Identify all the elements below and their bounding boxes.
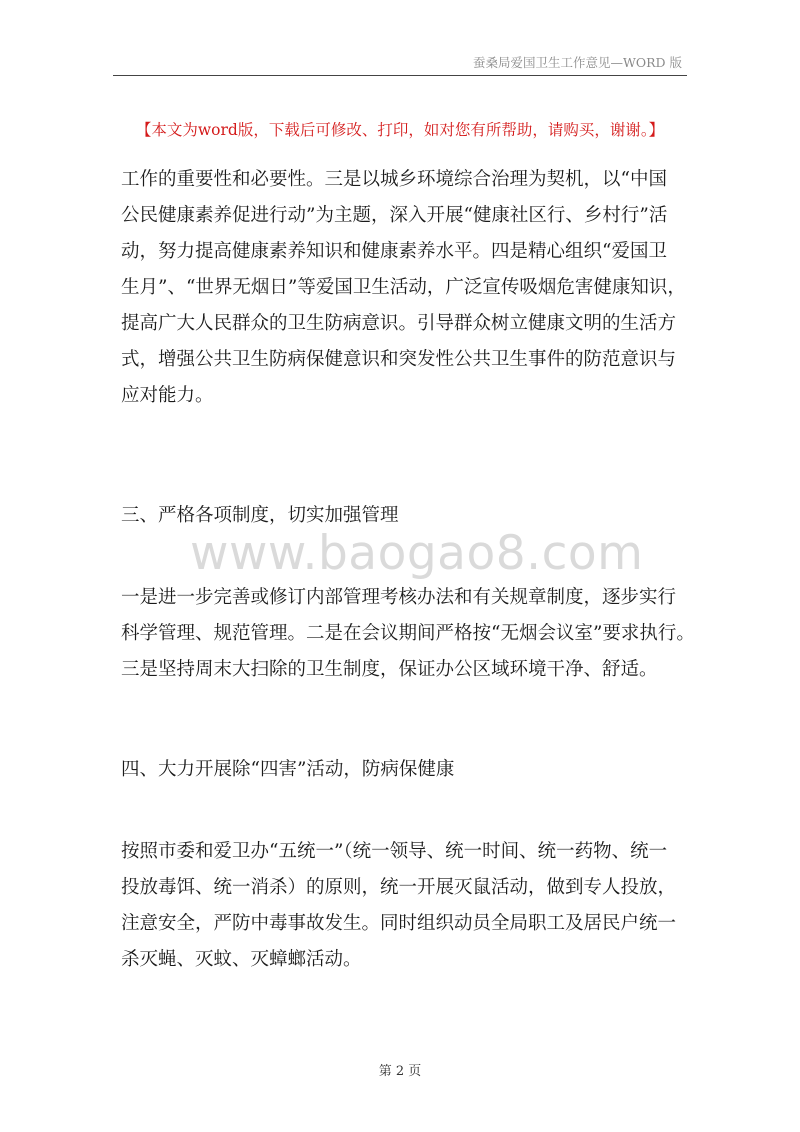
body-paragraph-1 [121,162,686,414]
body-paragraph-3 [121,834,681,978]
paragraph-line: 杀灭蝇、灭蚊、灭蟑螂活动。 [121,949,362,970]
paragraph-line: 三是坚持周末大扫除的卫生制度，保证办公区域环境干净、舒适。 [121,659,658,680]
paragraph-line: 科学管理、规范管理。二是在会议期间严格按“无烟会议室”要求执行。 [121,623,695,644]
paragraph-line: 生月”、“世界无烟日”等爱国卫生活动，广泛宣传吸烟危害健康知识， [121,277,686,298]
paragraph-line: 工作的重要性和必要性。三是以城乡环境综合治理为契机，以“中国 [121,169,667,190]
page-number: 第 2 页 [378,1064,422,1079]
paragraph-line: 动，努力提高健康素养知识和健康素养水平。四是精心组织“爱国卫 [121,241,667,262]
paragraph-line: 投放毒饵、统一消杀）的原则，统一开展灭鼠活动，做到专人投放， [121,877,677,898]
paragraph-line: 一是进一步完善或修订内部管理考核办法和有关规章制度，逐步实行 [121,587,677,608]
body-paragraph-2 [121,580,695,688]
purchase-notice: 【本文为word版，下载后可修改、打印，如对您有所帮助，请购买，谢谢。】 [135,121,665,139]
paragraph-line: 按照市委和爱卫办“五统一”（统一领导、统一时间、统一药物、统一 [121,841,668,862]
document-header-title: 蚕桑局爱国卫生工作意见—WORD 版 [472,55,682,70]
header-divider [113,75,687,76]
paragraph-line: 应对能力。 [121,385,214,406]
paragraph-line: 提高广大人民群众的卫生防病意识。引导群众树立健康文明的生活方 [121,313,677,334]
paragraph-line: 注意安全，严防中毒事故发生。同时组织动员全局职工及居民户统一 [121,913,677,934]
paragraph-line: 式，增强公共卫生防病保健意识和突发性公共卫生事件的防范意识与 [121,349,677,370]
watermark: www.baogao8.com [190,526,644,581]
section-heading-3: 三、严格各项制度，切实加强管理 [121,505,399,526]
section-heading-4: 四、大力开展除“四害”活动，防病保健康 [121,759,455,780]
paragraph-line: 公民健康素养促进行动”为主题，深入开展“健康社区行、乡村行”活 [121,205,668,226]
